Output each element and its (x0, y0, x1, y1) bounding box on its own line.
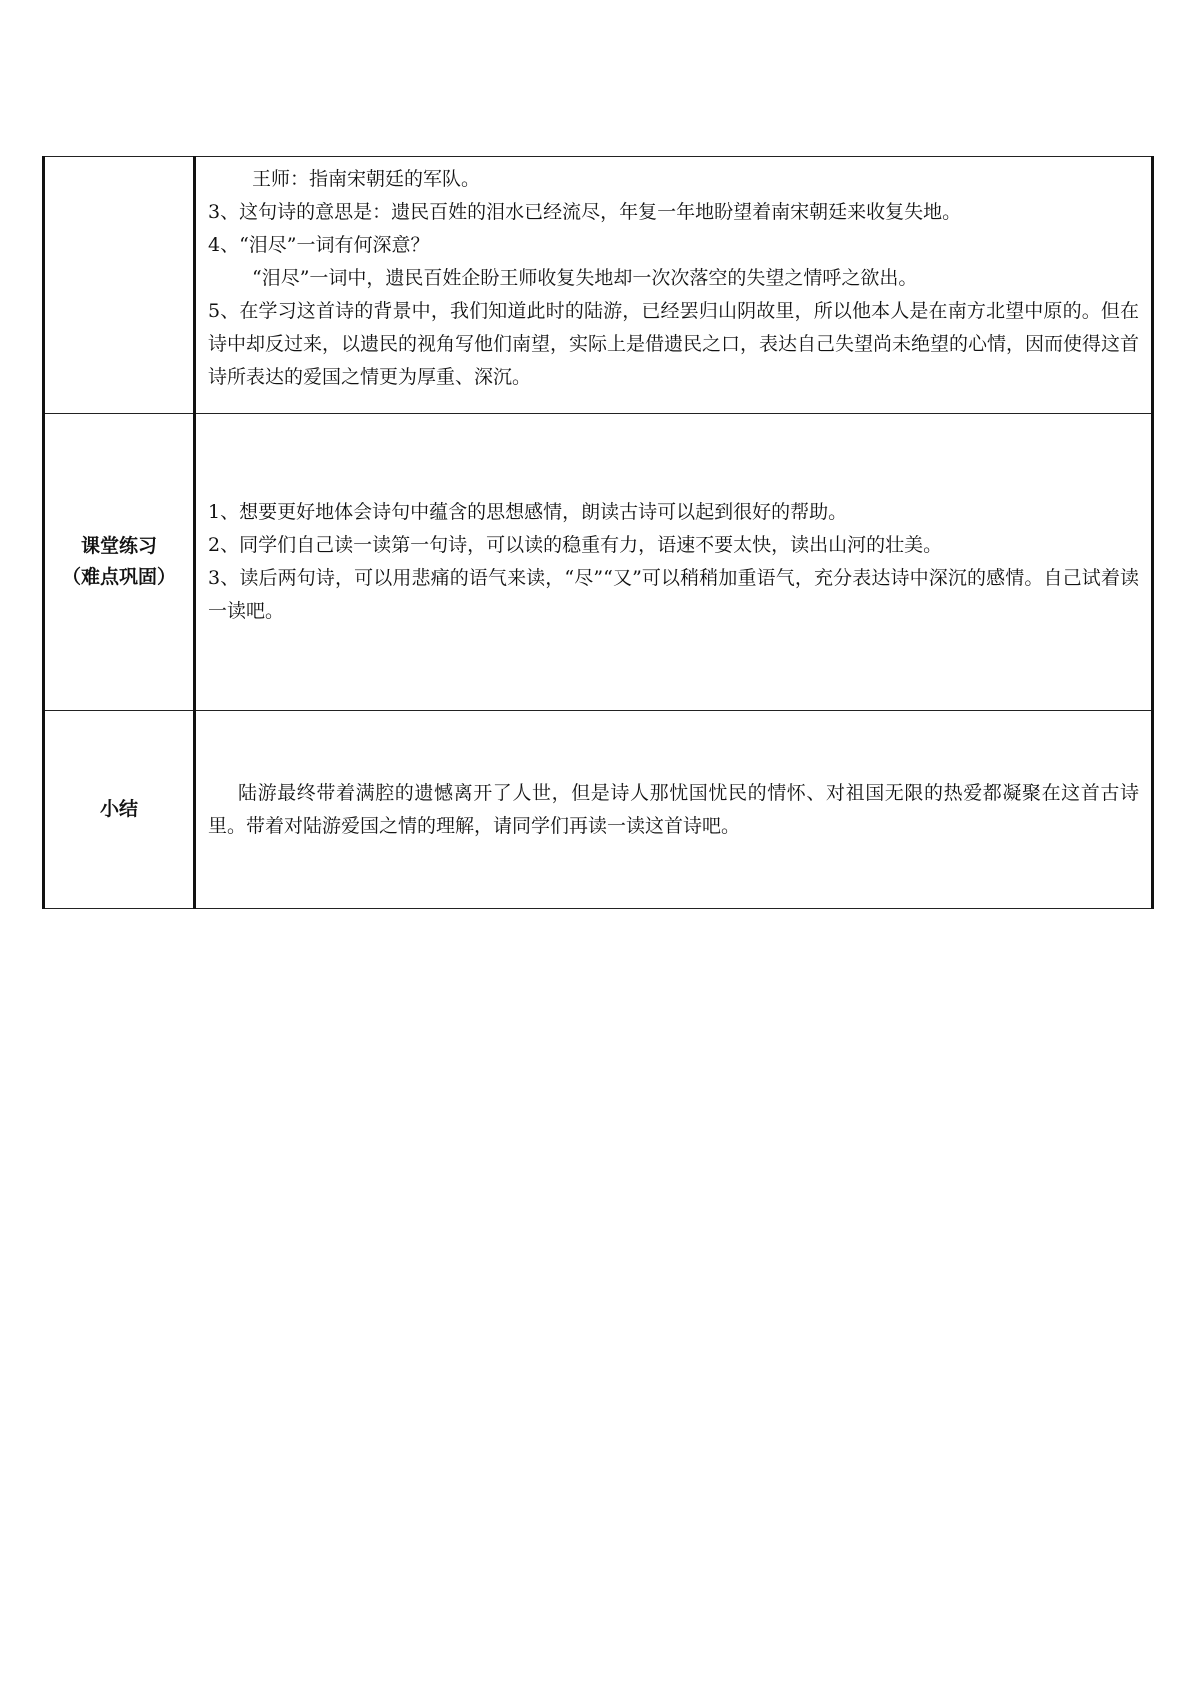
row-label-practice (44, 414, 195, 711)
text-line: “泪尽”一词中，遗民百姓企盼王师收复失地却一次次落空的失望之情呼之欲出。 (252, 267, 918, 289)
text-line: 1、想要更好地体会诗句中蕴含的思想感情，朗读古诗可以起到很好的帮助。 (208, 501, 848, 523)
table-row (44, 414, 1153, 711)
row-label-summary: 小结 (44, 711, 195, 909)
content-cell-practice (195, 414, 1153, 711)
content-cell-summary (195, 711, 1153, 909)
table-row (44, 157, 1153, 414)
lesson-plan-table (42, 156, 1154, 909)
row-label-empty (44, 157, 195, 414)
text-line: 4、“泪尽”一词有何深意？ (208, 234, 430, 256)
text-paragraph: 3、读后两句诗，可以用悲痛的语气来读，“尽”“又”可以稍稍加重语气，充分表达诗中深沉的感情。自己试着读一读吧。 (208, 567, 1139, 622)
table-row (44, 711, 1153, 909)
text-paragraph: 5、在学习这首诗的背景中，我们知道此时的陆游，已经罢归山阴故里，所以他本人是在南方北望中原的。但在诗中却反过来，以遗民的视角写他们南望，实际上是借遗民之口，表达自己失望尚未绝望的心情，因而使得这首诗所表达的爱国之情更为厚重、深沉。 (208, 300, 1140, 388)
row-label-line: 课堂练习 (80, 535, 157, 557)
text-line: 3、这句诗的意思是：遗民百姓的泪水已经流尽，年复一年地盼望着南宋朝廷来收复失地。 (208, 201, 962, 223)
content-cell-analysis (195, 157, 1153, 414)
text-line: 王师：指南宋朝廷的军队。 (252, 168, 481, 190)
row-label-line: （难点巩固） (61, 566, 176, 588)
text-paragraph: 陆游最终带着满腔的遗憾离开了人世，但是诗人那忧国忧民的情怀、对祖国无限的热爱都凝聚在这首古诗里。带着对陆游爱国之情的理解，请同学们再读一读这首诗吧。 (208, 781, 1139, 837)
text-line: 2、同学们自己读一读第一句诗，可以读的稳重有力，语速不要太快，读出山河的壮美。 (208, 534, 943, 556)
